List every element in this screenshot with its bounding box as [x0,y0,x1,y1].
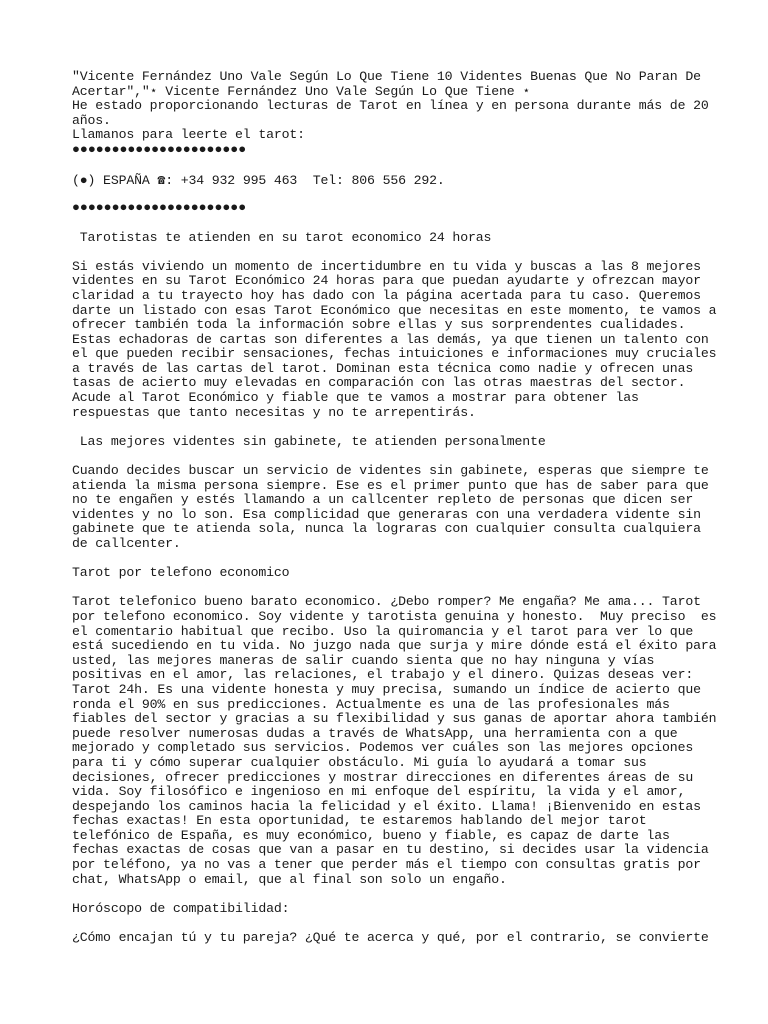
paragraph-line: Cuando decides buscar un servicio de videntes sin gabinete, esperas que siempre te [72,463,709,479]
paragraph-line: fechas exactas de cosas que van a pasar en tu destino, si decides usar la videncia [72,842,709,858]
section-2 [72,565,717,902]
paragraph-line: respuestas que tanto necesitas y no te arrepentirás. [72,404,476,420]
paragraph-line: despejando los caminos hacia la felicidad y el éxito. Llama! ¡Bienvenido en estas [72,798,701,814]
spacer [72,187,702,202]
paragraph-line: ronda el 90% en sus predicciones. Actualmente es una de las profesionales más [72,696,670,712]
paragraph-line: de callcenter. [72,536,181,551]
paragraph-line: decisiones, ofrecer predicciones y mostrar direcciones en diferentes áreas de su [72,769,694,785]
paragraph-line: videntes en su Tarot Económico 24 horas para que puedan ayudarte y ofrezcan mayor [72,273,701,289]
paragraph-line: claridad a tu trayecto hoy has dado con la página acertada para tu caso. Queremos [72,287,701,303]
document-sections [72,229,717,946]
section-heading: Tarotistas te atienden en su tarot economico 24 horas [72,229,492,245]
paragraph-line: Si estás viviendo un momento de incertidumbre en tu vida y buscas a las 8 mejores [72,258,701,274]
section-heading: Horóscopo de compatibilidad: [72,900,290,916]
spacer [72,420,702,435]
paragraph-line: fiables del sector y gracias a su flexibilidad y sus ganas de aportar ahora también [72,711,717,727]
dot-divider-top: ●●●●●●●●●●●●●●●●●●●●●● [72,141,247,157]
document-page [72,69,717,946]
document-title-line-2: Acertar","⋆ Vicente Fernández Uno Vale Según Lo Que Tiene ⋆ [72,83,531,99]
paragraph-line: Tarot telefonico bueno barato economico. ¿Debo romper? Me engaña? Me ama... Tarot [72,594,701,610]
paragraph-line: darte un listado con esas Tarot Económico que necesitas en este momento, te vamos a [72,302,717,318]
section-heading: Las mejores videntes sin gabinete, te atienden personalmente [72,433,546,449]
paragraph-line: por teléfono, ya no vas a tener que perder más el tiempo con consultas gratis por [72,857,701,873]
paragraph-line: está sucediendo en tu vida. No juzgo nada que surja y mire dónde está el éxito para [72,638,717,654]
spacer [72,581,702,596]
paragraph-line: ofrecer también toda la información sobre ellas y sus sorprendentes cualidades. [72,317,686,333]
call-to-action-text: Llamanos para leerte el tarot: [72,127,305,143]
paragraph-line: mejorado y completado sus servicios. Podemos ver cuáles son las mejores opciones [72,740,694,756]
spacer [72,552,702,567]
paragraph-line: chat, WhatsApp o email, que al final son solo un engaño. [72,871,507,887]
intro-line-1: He estado proporcionando lecturas de Tarot en línea y en persona durante más de 20 [72,98,709,114]
section-3 [72,900,709,946]
paragraph-line: el comentario habitual que recibo. Uso la quiromancia y el tarot para ver lo que [72,623,694,639]
document-title-line-1: "Vicente Fernández Uno Vale Según Lo Que Tiene 10 Videntes Buenas Que No Paran De [72,69,701,84]
paragraph-line: fechas exactas! En esta oportunidad, te estaremos hablando del mejor tarot [72,813,647,829]
spacer [72,449,702,464]
spacer [72,245,702,260]
section-heading: Tarot por telefono economico [72,565,290,581]
paragraph-line: puede resolver numerosas dudas a través de WhatsApp, una herramienta con a que [72,725,678,741]
paragraph-line: por telefono economico. Soy vidente y tarotista genuina y honesto. Muy preciso es [72,608,717,624]
paragraph-line: ¿Cómo encajan tú y tu pareja? ¿Qué te acerca y qué, por el contrario, se convierte [72,930,709,946]
paragraph-line: tasas de acierto muy elevadas en comparación con las otras maestras del sector. [72,375,686,391]
paragraph-line: videntes y no lo son. Esa complicidad que generaras con una verdadera vidente sin [72,506,701,522]
spacer [72,158,702,173]
paragraph-line: gabinete que te atienda sola, nunca la lograras con cualquier consulta cualquiera [72,521,701,537]
paragraph-line: Tarot 24h. Es una vidente honesta y muy precisa, sumando un índice de acierto que [72,681,701,697]
paragraph-line: para ti y cómo superar cualquier obstáculo. Mi guía lo ayudará a tomar sus [72,754,647,770]
paragraph-line: no te engañen y estés llamando a un callcenter repleto de personas que dicen ser [72,492,694,508]
paragraph-line: vida. Soy filosófico e ingenioso en mi enfoque del espíritu, la vida y el amor, [72,784,686,800]
paragraph-line: Estas echadoras de cartas son diferentes a las demás, ya que tienen un talento con [72,331,709,347]
paragraph-line: usted, las mejores maneras de salir cuando sienta que no hay ninguna y vías [72,652,655,668]
spacer [72,216,702,231]
section-1 [72,433,709,566]
section-0 [72,229,717,435]
paragraph-line: telefónico de España, es muy económico, bueno y fiable, es capaz de darte las [72,827,670,843]
dot-divider-bottom: ●●●●●●●●●●●●●●●●●●●●●● [72,200,247,216]
paragraph-line: el que pueden recibir sensaciones, fechas intuiciones e informaciones muy cruciales [72,346,717,362]
paragraph-line: Acude al Tarot Económico y fiable que te vamos a mostrar para obtener las [72,390,639,406]
spacer [72,887,702,902]
paragraph-line: positivas en el amor, las relaciones, el trabajo y el dinero. Quizas deseas ver: [72,667,694,683]
contact-phone-line: (●) ESPAÑA ☎: +34 932 995 463 Tel: 806 556 292. [72,173,445,189]
paragraph-line: atienda la misma persona siempre. Ese es el primer punto que has de saber para que [72,477,709,493]
intro-line-2: años. [72,112,111,128]
paragraph-line: a través de las cartas del tarot. Dominan esta técnica como nadie y ofrecen unas [72,360,694,376]
spacer [72,916,702,931]
